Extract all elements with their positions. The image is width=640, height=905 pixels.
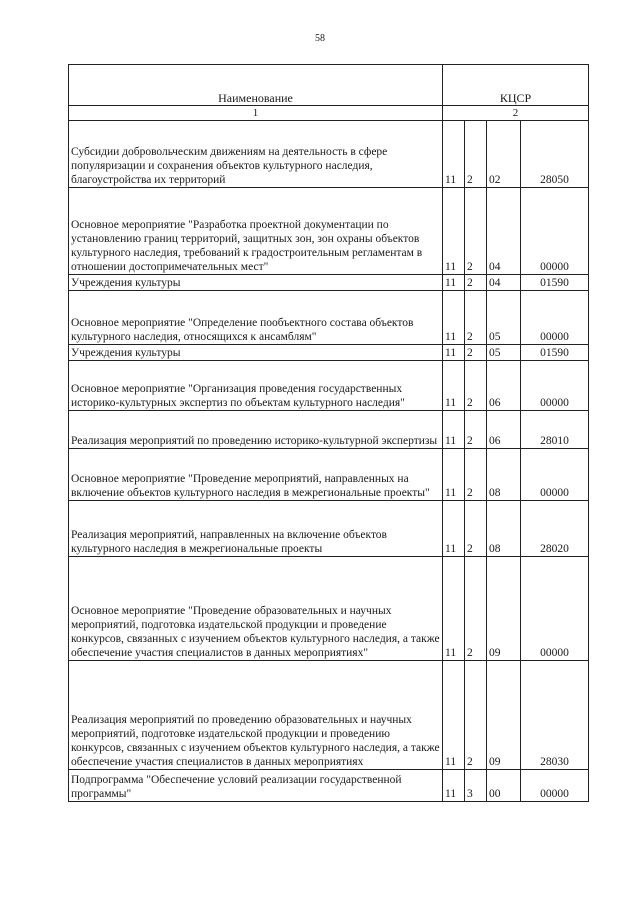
row-code-2: 2 <box>465 345 487 361</box>
kcsr-column-number: 2 <box>443 106 589 121</box>
kcsr-column-header: КЦСР <box>443 65 589 106</box>
row-code-3: 09 <box>487 557 521 661</box>
row-code-1: 11 <box>443 291 465 345</box>
table-row <box>69 557 589 661</box>
row-code-3: 05 <box>487 345 521 361</box>
table-row <box>69 361 589 411</box>
row-code-3: 06 <box>487 361 521 411</box>
row-code-2: 2 <box>465 501 487 557</box>
row-code-4: 28020 <box>521 501 589 557</box>
row-name: Реализация мероприятий по проведению образовательных и научных мероприятий, подготовке издательской продукции и проведению конкурсов, связанных с изучением объектов культурного наследия, а также обеспечение участия специалистов в данных мероприятиях <box>69 661 443 770</box>
row-code-1: 11 <box>443 449 465 501</box>
row-code-4: 01590 <box>521 275 589 291</box>
row-code-3: 06 <box>487 411 521 449</box>
row-code-1: 11 <box>443 345 465 361</box>
row-code-3: 04 <box>487 188 521 275</box>
row-name: Подпрограмма "Обеспечение условий реализации государственной программы" <box>69 770 443 802</box>
row-code-2: 2 <box>465 411 487 449</box>
table-row <box>69 275 589 291</box>
table-row <box>69 291 589 345</box>
page-number: 58 <box>315 33 325 44</box>
row-code-3: 09 <box>487 661 521 770</box>
row-name: Реализация мероприятий по проведению историко-культурной экспертизы <box>69 411 443 449</box>
row-name: Субсидии добровольческим движениям на деятельность в сфере популяризации и сохранения объектов культурного наследия, благоустройства их территорий <box>69 121 443 188</box>
name-column-number: 1 <box>69 106 443 121</box>
row-name: Учреждения культуры <box>69 345 443 361</box>
row-code-1: 11 <box>443 661 465 770</box>
row-code-2: 2 <box>465 188 487 275</box>
column-number-row <box>69 106 589 121</box>
budget-classification-table <box>68 64 589 802</box>
row-code-4: 00000 <box>521 291 589 345</box>
table-row <box>69 501 589 557</box>
header-row <box>69 65 589 106</box>
name-column-header: Наименование <box>69 65 443 106</box>
row-code-2: 2 <box>465 361 487 411</box>
row-code-3: 08 <box>487 449 521 501</box>
row-code-4: 01590 <box>521 345 589 361</box>
table-row <box>69 345 589 361</box>
table-row <box>69 411 589 449</box>
row-code-1: 11 <box>443 770 465 802</box>
row-code-4: 00000 <box>521 361 589 411</box>
row-name: Реализация мероприятий, направленных на включение объектов культурного наследия в межрегиональные проекты <box>69 501 443 557</box>
table-row <box>69 449 589 501</box>
row-code-1: 11 <box>443 275 465 291</box>
row-name: Основное мероприятие "Разработка проектной документации по установлению границ территорий, защитных зон, зон охраны объектов культурного наследия, требований к градостроительным регламентам в отношении достопримечательных мест" <box>69 188 443 275</box>
row-code-4: 28010 <box>521 411 589 449</box>
row-name: Основное мероприятие "Организация проведения государственных историко-культурных экспертиз по объектам культурного наследия" <box>69 361 443 411</box>
row-code-4: 00000 <box>521 188 589 275</box>
row-code-2: 2 <box>465 121 487 188</box>
row-code-4: 00000 <box>521 557 589 661</box>
row-code-4: 28050 <box>521 121 589 188</box>
row-code-3: 05 <box>487 291 521 345</box>
table-row <box>69 661 589 770</box>
row-code-3: 02 <box>487 121 521 188</box>
row-name: Основное мероприятие "Проведение мероприятий, направленных на включение объектов культурного наследия в межрегиональные проекты" <box>69 449 443 501</box>
table-row <box>69 770 589 802</box>
table-row <box>69 188 589 275</box>
row-name: Основное мероприятие "Определение пообъектного состава объектов культурного наследия, относящихся к ансамблям" <box>69 291 443 345</box>
row-code-2: 2 <box>465 275 487 291</box>
row-code-1: 11 <box>443 361 465 411</box>
row-code-1: 11 <box>443 121 465 188</box>
row-code-3: 08 <box>487 501 521 557</box>
row-code-1: 11 <box>443 411 465 449</box>
row-name: Основное мероприятие "Проведение образовательных и научных мероприятий, подготовка издательской продукции и проведение конкурсов, связанных с изучением объектов культурного наследия, а также обеспечение участия специалистов в данных мероприятиях" <box>69 557 443 661</box>
row-code-2: 2 <box>465 449 487 501</box>
row-code-1: 11 <box>443 188 465 275</box>
row-code-2: 3 <box>465 770 487 802</box>
row-code-2: 2 <box>465 557 487 661</box>
row-code-3: 00 <box>487 770 521 802</box>
table-row <box>69 121 589 188</box>
row-code-3: 04 <box>487 275 521 291</box>
row-name: Учреждения культуры <box>69 275 443 291</box>
row-code-2: 2 <box>465 291 487 345</box>
row-code-1: 11 <box>443 501 465 557</box>
row-code-4: 00000 <box>521 770 589 802</box>
row-code-2: 2 <box>465 661 487 770</box>
row-code-4: 28030 <box>521 661 589 770</box>
row-code-1: 11 <box>443 557 465 661</box>
row-code-4: 00000 <box>521 449 589 501</box>
